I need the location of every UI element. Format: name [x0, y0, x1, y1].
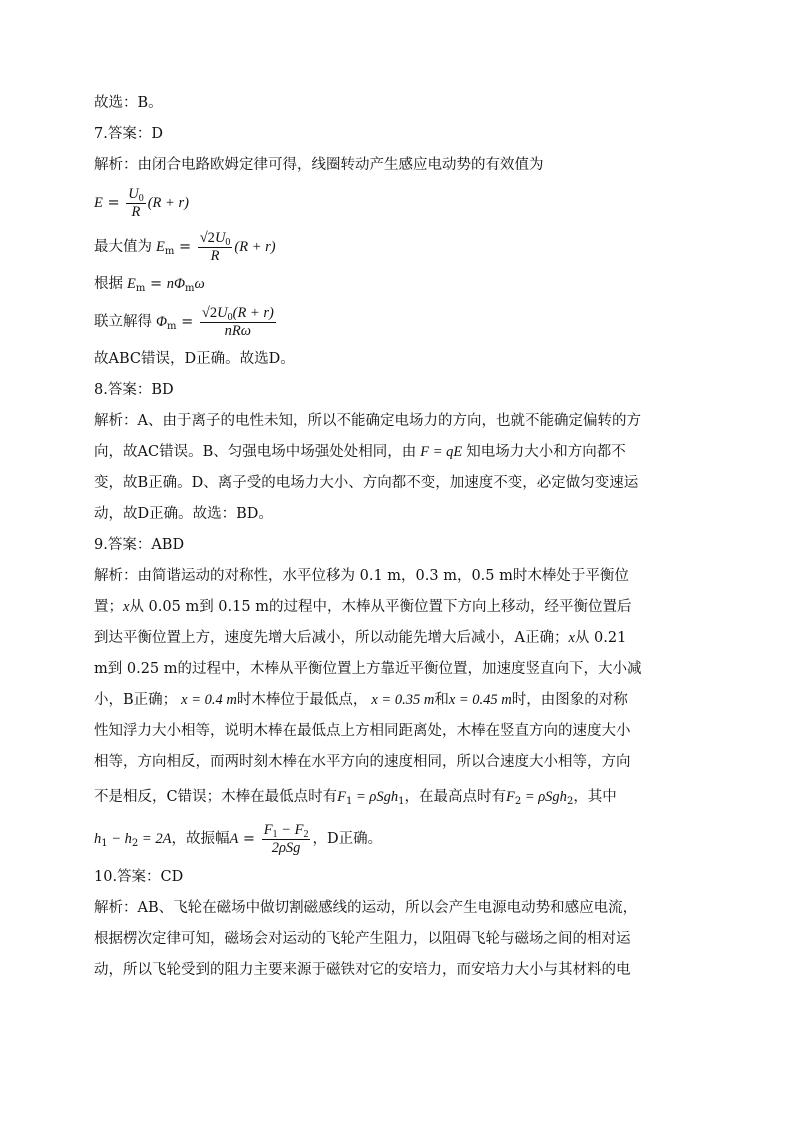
- text: 动，故D正确。故选：BD。: [94, 506, 273, 522]
- text: 解析：AB、飞轮在磁场中做切割磁感线的运动，所以会产生电源电动势和感应电流，: [94, 900, 638, 916]
- text-line: [94, 623, 700, 654]
- text: ，D正确。: [312, 831, 383, 847]
- formula-amplitude: [94, 816, 700, 862]
- fraction: [262, 822, 311, 857]
- math-symbol: 1: [101, 838, 108, 849]
- text: 从 0.05 m到 0.15 m的过程中，木棒从平衡位置下方向上移动，经平衡位置后: [129, 599, 632, 615]
- math-symbol: E: [94, 195, 103, 211]
- text: 根据楞次定律可知，磁场会对运动的飞轮产生阻力，以阻碍飞轮与磁场之间的相对运: [94, 931, 631, 947]
- math-symbol: F: [505, 789, 515, 805]
- math-symbol: m: [164, 246, 175, 257]
- text-line: [94, 437, 700, 468]
- formula-max-emf: [94, 225, 700, 269]
- text: 9.答案：ABD: [94, 537, 185, 553]
- text-line: [94, 685, 700, 716]
- math-symbol: R: [210, 247, 220, 264]
- math-symbol: (R + r): [147, 195, 189, 211]
- math-symbol: x = 0.45 m: [448, 692, 512, 708]
- math-symbol: x: [568, 630, 575, 646]
- fraction: [198, 230, 233, 265]
- text: m到 0.25 m的过程中，木棒从平衡位置上方靠近平衡位置，加速度竖直向下，大小减: [94, 661, 642, 677]
- math-symbol: A: [229, 831, 239, 847]
- math-symbol: =: [176, 314, 198, 330]
- math-symbol: R: [131, 203, 141, 220]
- math-symbol: =: [174, 239, 196, 255]
- math-symbol: F = qE: [420, 444, 463, 460]
- math-symbol: Φ: [156, 314, 168, 330]
- text: 向，故AC错误。B、匀强电场中场强处处相同，由: [94, 444, 417, 460]
- math-symbol: 1: [398, 796, 405, 807]
- text: 联立解得: [94, 314, 152, 330]
- math-symbol: nRω: [224, 322, 252, 339]
- text: 从 0.21: [574, 630, 627, 646]
- text-line: [94, 88, 700, 119]
- answer-heading-7: [94, 119, 700, 150]
- text-line: [94, 747, 700, 778]
- text: 7.答案：D: [94, 126, 163, 142]
- text-line: [94, 150, 700, 181]
- text: 置；: [94, 599, 123, 615]
- math-symbol: F: [263, 821, 273, 838]
- math-symbol: h: [124, 831, 132, 847]
- text: 10.答案：CD: [94, 869, 184, 885]
- math-symbol: 0: [138, 192, 144, 204]
- text-line: [94, 654, 700, 685]
- text: 变，故B正确。D、离子受的电场力大小、方向都不变，加速度不变，必定做匀变速运: [94, 475, 639, 491]
- text-line: [94, 499, 700, 530]
- math-symbol: √2: [199, 229, 215, 246]
- answer-heading-9: [94, 530, 700, 561]
- text: 时，由图象的对称: [511, 692, 628, 708]
- text: 动，所以飞轮受到的阻力主要来源于磁铁对它的安培力，而安培力大小与其材料的电: [94, 962, 631, 978]
- math-symbol: =: [238, 831, 260, 847]
- fraction: [126, 186, 145, 221]
- math-symbol: = ρSgh: [521, 789, 567, 805]
- text-line: [94, 561, 700, 592]
- math-symbol: 2: [514, 796, 522, 807]
- math-symbol: (R + r): [232, 304, 274, 321]
- math-symbol: = ρSgh: [352, 789, 399, 805]
- text: 小，B正确；: [94, 692, 178, 708]
- math-symbol: 2: [303, 828, 309, 840]
- math-symbol: F: [337, 789, 346, 805]
- math-symbol: U: [214, 229, 226, 246]
- answer-heading-10: [94, 862, 700, 893]
- math-symbol: h: [94, 831, 102, 847]
- text: 性知浮力大小相等，说明木棒在最低点上方相同距离处，木棒在竖直方向的速度大小: [94, 723, 631, 739]
- math-symbol: U: [217, 304, 228, 321]
- text: ，故振幅: [171, 831, 230, 847]
- math-symbol: m: [135, 283, 146, 294]
- math-symbol: m: [167, 321, 177, 332]
- math-symbol: x = 0.4 m: [181, 692, 237, 708]
- text: 最大值为: [94, 239, 152, 255]
- text-line: [94, 468, 700, 499]
- math-symbol: 1: [345, 796, 353, 807]
- answer-heading-8: [94, 375, 700, 406]
- text: 根据: [94, 276, 123, 292]
- text-line: [94, 406, 700, 437]
- text: 故ABC错误，D正确。故选D。: [94, 351, 295, 367]
- math-symbol: = 2A: [138, 831, 172, 847]
- math-symbol: =: [102, 195, 125, 211]
- math-symbol: 0: [225, 236, 231, 248]
- math-symbol: 0: [227, 311, 233, 323]
- text: ，其中: [573, 789, 617, 805]
- math-symbol: E: [127, 276, 136, 292]
- text: 解析：由闭合电路欧姆定律可得，线圈转动产生感应电动势的有效值为: [94, 157, 544, 173]
- math-symbol: U: [128, 185, 139, 202]
- text: 相等，方向相反，而两时刻木棒在水平方向的速度相同，所以合速度大小相等，方向: [94, 754, 631, 770]
- formula-flux: [94, 300, 700, 344]
- text: 时木棒位于最低点，: [236, 692, 368, 708]
- text-line: [94, 592, 700, 623]
- math-symbol: =: [145, 276, 167, 292]
- text-line: [94, 716, 700, 747]
- text-line: [94, 924, 700, 955]
- text-line: [94, 778, 700, 816]
- math-symbol: nΦ: [166, 276, 186, 292]
- text: 知电场力大小和方向都不: [466, 444, 626, 460]
- math-symbol: 1: [272, 828, 278, 840]
- math-symbol: m: [185, 283, 195, 294]
- math-symbol: (R + r): [234, 239, 276, 255]
- formula-emf: [94, 181, 700, 225]
- math-symbol: x = 0.35 m: [371, 692, 435, 708]
- text: 故选：B。: [94, 95, 163, 111]
- math-symbol: 2: [566, 796, 574, 807]
- math-symbol: −: [107, 831, 125, 847]
- text: 和: [434, 692, 449, 708]
- math-symbol: ω: [194, 276, 205, 292]
- text: 不是相反，C错误；木棒在最低点时有: [94, 789, 338, 805]
- text: 解析：A、由于离子的电性未知，所以不能确定电场力的方向，也就不能确定偏转的方: [94, 413, 641, 429]
- math-symbol: x: [123, 599, 130, 615]
- text: 8.答案：BD: [94, 382, 174, 398]
- math-symbol: − F: [277, 821, 304, 838]
- text-line: [94, 955, 700, 986]
- fraction: [200, 305, 276, 340]
- text-line: [94, 344, 700, 375]
- math-symbol: 2ρSg: [271, 839, 301, 856]
- text: 解析：由简谐运动的对称性，水平位移为 0.1 m，0.3 m，0.5 m时木棒处于平衡位: [94, 568, 629, 584]
- math-symbol: E: [156, 239, 165, 255]
- math-symbol: 2: [131, 838, 139, 849]
- text: 到达平衡位置上方，速度先增大后减小，所以动能先增大后减小，A正确；: [94, 630, 569, 646]
- document-page: [94, 88, 700, 986]
- text: ，在最高点时有: [404, 789, 506, 805]
- math-symbol: √2: [201, 304, 218, 321]
- formula-em-relation: [94, 269, 700, 300]
- text-line: [94, 893, 700, 924]
